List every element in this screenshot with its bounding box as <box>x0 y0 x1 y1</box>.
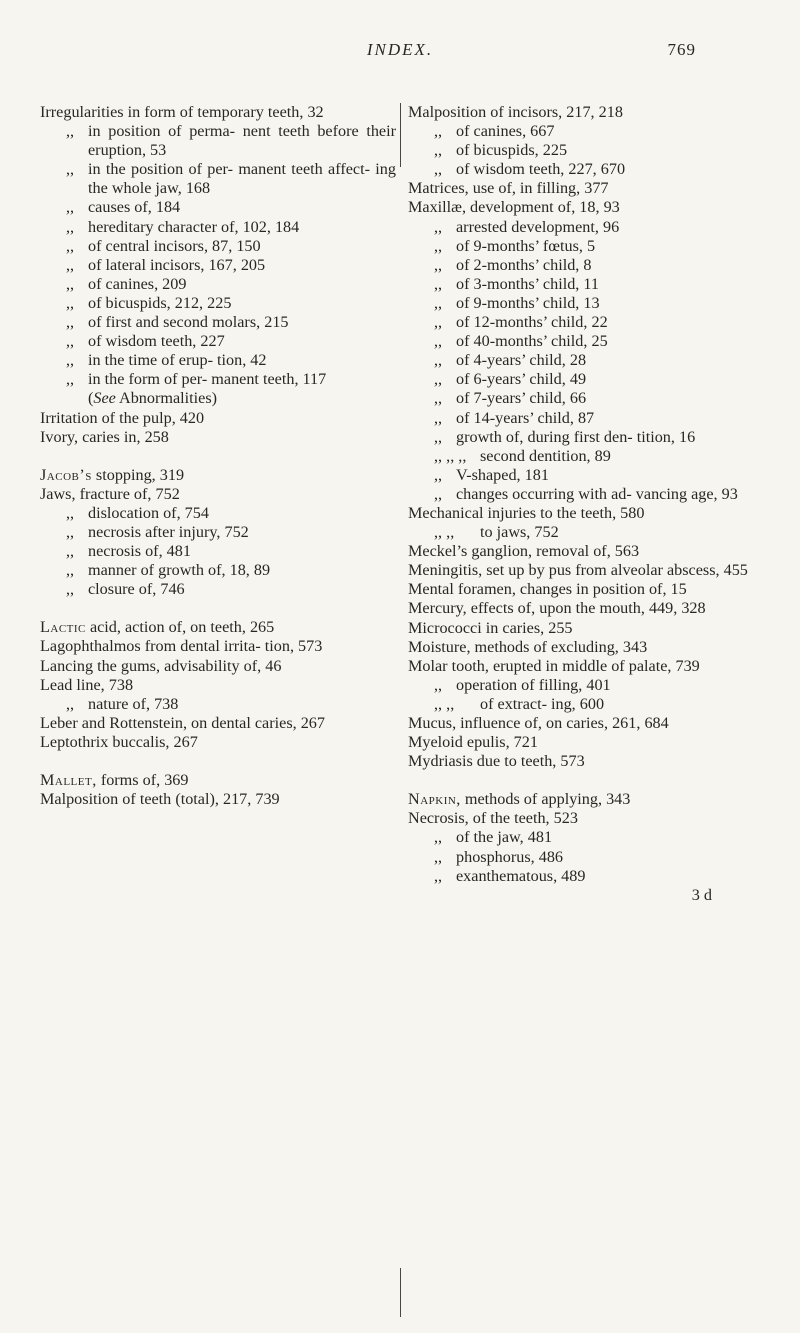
entry-text: methods of applying, 343 <box>460 790 631 809</box>
index-entry <box>40 466 396 485</box>
ditto-mark: ,, <box>434 293 443 312</box>
ditto-mark: ,, <box>66 503 75 522</box>
index-subentry <box>408 695 756 714</box>
index-subentry <box>40 561 396 580</box>
index-column-right <box>408 103 756 905</box>
index-subentry <box>408 294 756 313</box>
index-entry <box>40 485 396 504</box>
ditto-mark: ,, <box>434 313 443 332</box>
index-subentry <box>40 580 396 599</box>
ditto-mark: ,, <box>66 198 75 217</box>
entry-text: Matrices, use of, in filling, 377 <box>408 179 609 198</box>
entry-text: necrosis after injury, 752 <box>88 522 249 541</box>
ditto-mark: ,, <box>434 370 443 389</box>
index-subentry <box>408 466 756 485</box>
index-subentry <box>408 256 756 275</box>
entry-lead-word: Jacob’s <box>40 465 92 484</box>
running-title: INDEX. <box>366 40 434 59</box>
ditto-mark: ,, <box>434 255 443 274</box>
entry-text: of 9-months’ fœtus, 5 <box>456 236 596 255</box>
index-subentry <box>408 828 756 847</box>
entry-text: phosphorus, 486 <box>456 847 564 866</box>
page-header <box>0 40 800 64</box>
entry-text: of canines, 667 <box>456 122 555 141</box>
ditto-mark: ,, ,, <box>434 694 455 713</box>
entry-lead-word: Napkin, <box>408 790 461 809</box>
entry-text: exanthematous, 489 <box>456 866 586 885</box>
section-gap <box>408 771 756 790</box>
entry-text: Mercury, effects of, upon the mouth, 449, 328 <box>408 599 706 618</box>
index-entry <box>408 733 756 752</box>
entry-text: acid, action of, on teeth, 265 <box>85 618 275 637</box>
entry-text: Leber and Rottenstein, on dental caries, 267 <box>40 713 325 732</box>
section-gap <box>40 599 396 618</box>
index-entry <box>408 542 756 561</box>
entry-text: Irritation of the pulp, 420 <box>40 408 205 427</box>
entry-text: Maxillæ, development of, 18, 93 <box>408 198 620 217</box>
ditto-mark: ,, <box>66 580 75 599</box>
index-subentry <box>408 141 756 160</box>
entry-text: forms of, 369 <box>96 771 189 789</box>
index-entry <box>40 714 396 733</box>
ditto-mark: ,, <box>434 217 443 236</box>
index-entry <box>40 103 396 122</box>
index-subentry <box>408 848 756 867</box>
entry-text: Malposition of teeth (total), 217, 739 <box>40 790 280 809</box>
index-subentry <box>40 256 396 275</box>
entry-text: growth of, during first den- tition, 16 <box>456 427 696 446</box>
index-entry <box>40 618 396 637</box>
entry-text: of wisdom teeth, 227 <box>88 332 225 351</box>
index-entry <box>40 733 396 752</box>
entry-text: second dentition, 89 <box>480 446 611 465</box>
index-subentry <box>40 370 396 389</box>
column-divider <box>400 1268 401 1317</box>
index-subentry <box>408 351 756 370</box>
entry-text: in the time of erup- tion, 42 <box>88 351 267 370</box>
index-subentry <box>40 160 396 198</box>
ditto-mark: ,, <box>434 141 443 160</box>
index-entry <box>408 561 756 580</box>
index-subentry <box>408 313 756 332</box>
index-subentry <box>40 198 396 217</box>
ditto-mark: ,, <box>66 694 75 713</box>
entry-text: in the position of per- manent teeth affect- ing the whole jaw, 168 <box>88 160 396 198</box>
ditto-mark: ,, <box>434 675 443 694</box>
ditto-mark: ,, <box>434 484 443 503</box>
index-subentry <box>40 332 396 351</box>
ditto-mark: ,, <box>434 866 443 885</box>
entry-lead-word: Mallet, <box>40 771 97 789</box>
ditto-mark: ,, <box>434 236 443 255</box>
index-entry <box>40 790 396 809</box>
ditto-mark: ,, <box>434 351 443 370</box>
index-subentry <box>408 447 756 466</box>
index-subentry <box>408 523 756 542</box>
entry-text: of 2-months’ child, 8 <box>456 255 592 274</box>
entry-text: of lateral incisors, 167, 205 <box>88 255 266 274</box>
entry-text: Irregularities in form of temporary teeth, 32 <box>40 103 324 121</box>
entry-text: of 3-months’ child, 11 <box>456 274 599 293</box>
index-entry <box>408 657 756 676</box>
ditto-mark: ,, <box>434 274 443 293</box>
index-subentry <box>408 237 756 256</box>
entry-text: hereditary character of, 102, 184 <box>88 217 300 236</box>
entry-text: arrested development, 96 <box>456 217 620 236</box>
index-subentry <box>408 122 756 141</box>
index-subentry <box>40 504 396 523</box>
entry-text: to jaws, 752 <box>480 523 559 542</box>
entry-text: Lagophthalmos from dental irrita- tion, 573 <box>40 637 323 656</box>
entry-text: Meningitis, set up by pus from alveolar abscess, 455 <box>408 561 748 580</box>
index-entry <box>40 771 396 790</box>
ditto-mark: ,, ,, <box>434 523 455 542</box>
ditto-mark: ,, <box>66 561 75 580</box>
page-number: 769 <box>667 40 696 59</box>
ditto-mark: ,, <box>66 122 75 141</box>
entry-text: of 6-years’ child, 49 <box>456 370 587 389</box>
entry-text: manner of growth of, 18, 89 <box>88 561 271 580</box>
index-entry <box>408 714 756 733</box>
entry-text: in position of perma- nent teeth before their eruption, 53 <box>88 122 396 160</box>
index-entry <box>408 504 756 523</box>
index-entry <box>408 580 756 599</box>
ditto-mark: ,, <box>434 389 443 408</box>
ditto-mark: ,, <box>66 160 75 179</box>
index-subentry <box>408 332 756 351</box>
entry-text: Ivory, caries in, 258 <box>40 427 169 446</box>
entry-text: closure of, 746 <box>88 580 185 599</box>
entry-text: of 40-months’ child, 25 <box>456 332 608 351</box>
index-subentry <box>40 542 396 561</box>
index-subentry <box>40 523 396 542</box>
ditto-mark: ,, <box>434 160 443 179</box>
index-subentry <box>40 237 396 256</box>
index-subentry <box>408 218 756 237</box>
index-column-left <box>40 103 396 809</box>
entry-text: V-shaped, 181 <box>456 465 549 484</box>
ditto-mark: ,, <box>66 351 75 370</box>
index-entry <box>408 809 756 828</box>
entry-text: necrosis of, 481 <box>88 542 191 561</box>
entry-text: of canines, 209 <box>88 274 187 293</box>
index-entry <box>408 179 756 198</box>
entry-text: of 4-years’ child, 28 <box>456 351 587 370</box>
index-subentry <box>408 485 756 504</box>
ditto-mark: ,, <box>434 408 443 427</box>
index-subentry <box>408 428 756 447</box>
entry-text: of bicuspids, 225 <box>456 141 568 160</box>
signature-mark: 3 d <box>691 885 712 904</box>
entry-text: Malposition of incisors, 217, 218 <box>408 103 623 121</box>
index-subentry <box>40 218 396 237</box>
ditto-mark: ,, <box>434 122 443 141</box>
entry-text: of 7-years’ child, 66 <box>456 389 587 408</box>
entry-text: stopping, 319 <box>91 465 185 484</box>
index-entry <box>408 599 756 618</box>
entry-text: of bicuspids, 212, 225 <box>88 293 232 312</box>
entry-text: Mental foramen, changes in position of, 15 <box>408 580 687 599</box>
index-subentry <box>408 370 756 389</box>
entry-text: of 12-months’ child, 22 <box>456 313 608 332</box>
entry-text: of central incisors, 87, 150 <box>88 236 261 255</box>
entry-text: of the jaw, 481 <box>456 828 553 847</box>
entry-text: Leptothrix buccalis, 267 <box>40 732 198 751</box>
index-entry <box>408 103 756 122</box>
ditto-mark: ,, <box>66 370 75 389</box>
index-subentry <box>40 122 396 160</box>
index-entry <box>40 428 396 447</box>
entry-text: Mechanical injuries to the teeth, 580 <box>408 503 645 522</box>
section-gap <box>40 752 396 771</box>
entry-text: of 9-months’ child, 13 <box>456 293 600 312</box>
ditto-mark: ,, <box>434 828 443 847</box>
section-gap <box>40 447 396 466</box>
entry-text: of first and second molars, 215 <box>88 313 289 332</box>
entry-text: Micrococci in caries, 255 <box>408 618 573 637</box>
entry-text: Mydriasis due to teeth, 573 <box>408 752 585 771</box>
entry-text: of 14-years’ child, 87 <box>456 408 595 427</box>
entry-text: Lead line, 738 <box>40 675 134 694</box>
index-entry <box>408 198 756 217</box>
ditto-mark: ,, <box>434 332 443 351</box>
index-note: (See Abnormalities) <box>88 389 218 408</box>
note-text: Abnormalities) <box>115 389 218 408</box>
index-entry <box>40 409 396 428</box>
index-entry <box>40 676 396 695</box>
index-entry <box>408 619 756 638</box>
entry-lead-word: Lactic <box>40 618 86 637</box>
index-subentry <box>408 389 756 408</box>
ditto-mark: ,, <box>66 522 75 541</box>
ditto-mark: ,, <box>66 255 75 274</box>
ditto-mark: ,, ,, ,, <box>434 446 467 465</box>
ditto-mark: ,, <box>434 847 443 866</box>
entry-text: Moisture, methods of excluding, 343 <box>408 637 648 656</box>
ditto-mark: ,, <box>66 274 75 293</box>
index-entry <box>408 790 756 809</box>
see-reference: See <box>93 389 116 408</box>
entry-text: Myeloid epulis, 721 <box>408 733 538 752</box>
entry-text: in the form of per- manent teeth, 117 <box>88 370 327 389</box>
entry-text: Lancing the gums, advisability of, 46 <box>40 656 282 675</box>
ditto-mark: ,, <box>66 542 75 561</box>
ditto-mark: ,, <box>434 427 443 446</box>
index-subentry <box>408 409 756 428</box>
index-subentry <box>40 695 396 714</box>
entry-text: causes of, 184 <box>88 198 181 217</box>
column-divider <box>400 103 401 167</box>
index-subentry <box>408 160 756 179</box>
index-entry <box>40 657 396 676</box>
index-entry <box>408 638 756 657</box>
entry-text: changes occurring with ad- vancing age, 93 <box>456 484 738 503</box>
index-subentry <box>408 676 756 695</box>
index-subentry <box>408 275 756 294</box>
index-subentry <box>40 275 396 294</box>
ditto-mark: ,, <box>66 236 75 255</box>
entry-text: dislocation of, 754 <box>88 503 209 522</box>
ditto-mark: ,, <box>66 217 75 236</box>
entry-text: Meckel’s ganglion, removal of, 563 <box>408 542 640 561</box>
index-entry <box>408 752 756 771</box>
ditto-mark: ,, <box>66 293 75 312</box>
entry-text: operation of filling, 401 <box>456 675 611 694</box>
index-entry <box>40 637 396 656</box>
index-subentry <box>408 867 756 886</box>
entry-text: Mucus, influence of, on caries, 261, 684 <box>408 714 669 732</box>
ditto-mark: ,, <box>434 465 443 484</box>
index-subentry <box>40 313 396 332</box>
index-subentry <box>40 351 396 370</box>
entry-text: Jaws, fracture of, 752 <box>40 484 180 503</box>
ditto-mark: ,, <box>66 313 75 332</box>
entry-text: of extract- ing, 600 <box>480 694 605 713</box>
ditto-mark: ,, <box>66 332 75 351</box>
entry-text: of wisdom teeth, 227, 670 <box>456 160 626 179</box>
entry-text: Molar tooth, erupted in middle of palate, 739 <box>408 656 700 675</box>
entry-text: Necrosis, of the teeth, 523 <box>408 809 578 828</box>
index-subentry <box>40 294 396 313</box>
entry-text: nature of, 738 <box>88 694 179 713</box>
